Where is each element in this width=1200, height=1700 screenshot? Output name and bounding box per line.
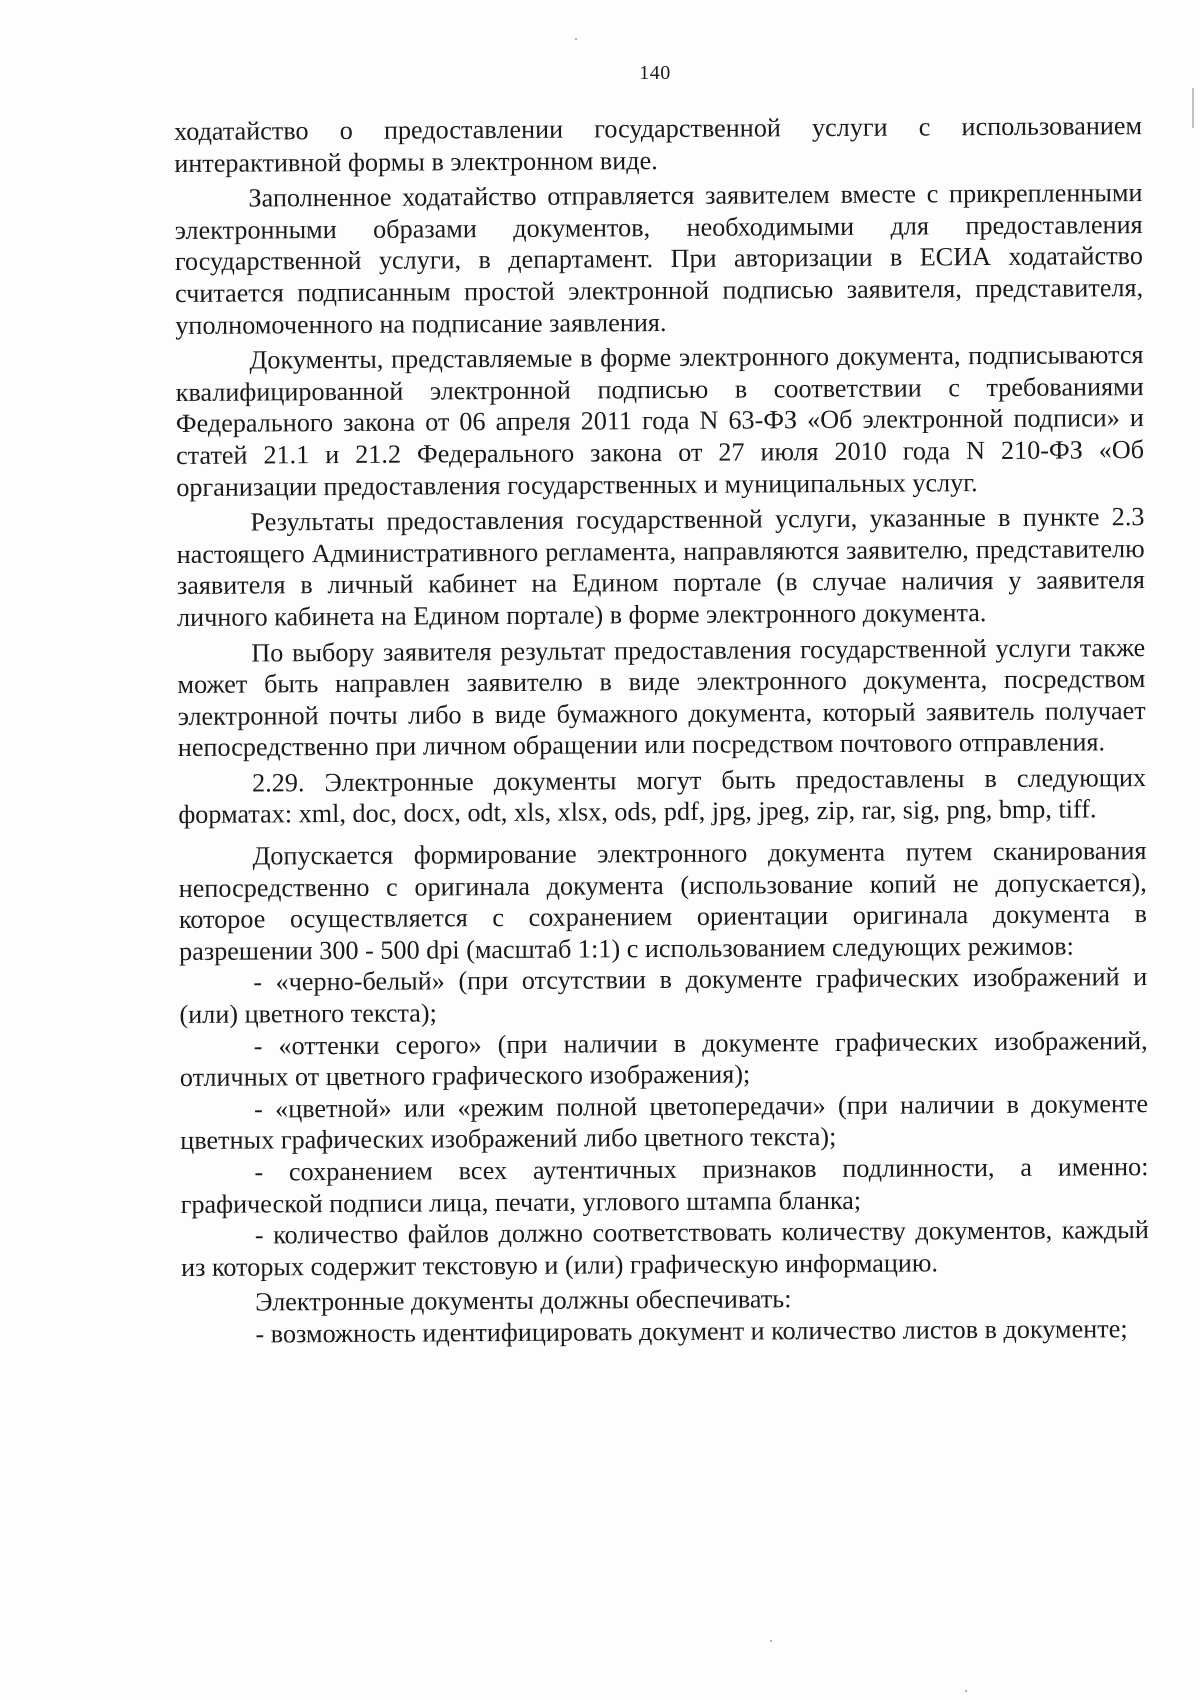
list-item: - количество файлов должно соответствовать количеству документов, каждый из которых содержит текстовую и (или) графическую информацию. <box>180 1215 1149 1282</box>
paragraph: Заполненное ходатайство отправляется заявителем вместе с прикрепленными электронными образами документов, необходимыми для предоставления государственной услуги, в департамент. При авторизации в ЕСИА ходатайство считается подписанным простой электронной подписью заявителя, представителя, уполномоченного на подписание заявления. <box>174 178 1144 340</box>
list-item: - возможность идентифицировать документ и количество листов в документе; <box>255 1314 1128 1349</box>
paragraph: По выбору заявителя результат предоставления государственной услуги также может быть направлен заявителю в виде электронного документа, посредством электронной почты либо в виде бумажного документа, который заявитель получает непосредственно при личном обращении или посредством почтового отправления. <box>177 632 1146 763</box>
list-item: - «оттенки серого» (при наличии в документе графических изображений, отличных от цветного графического изображения); <box>179 1025 1148 1093</box>
paragraph: Электронные документы должны обеспечивать: <box>255 1284 792 1317</box>
list-item: - «цветной» или «режим полной цветопередачи» (при наличии в документе цветных графических изображений либо цветного текста); <box>180 1088 1149 1156</box>
paragraph: Допускается формирование электронного документа путем сканирования непосредственно с оригинала документа (использование копий не допускается), которое осуществляется с сохранением ориентации оригинала документа в разрешении 300 - 500 dpi (масштаб 1:1) с использованием следующих режимов: <box>178 836 1147 966</box>
paragraph: 2.29. Электронные документы могут быть предоставлены в следующих форматах: xml, doc, docx, odt, xls, xlsx, ods, pdf, jpg, jpeg, zip, rar, sig, png, bmp, tiff. <box>178 762 1147 830</box>
list-item: - сохранением всех аутентичных признаков подлинности, а именно: графической подписи лица, печати, углового штампа бланка; <box>180 1152 1149 1219</box>
scan-speck <box>770 1640 772 1642</box>
scan-speck <box>575 38 577 40</box>
list-item: - «черно-белый» (при отсутствии в документе графических изображений и (или) цветного текста); <box>179 962 1148 1030</box>
scan-speck <box>965 1690 967 1692</box>
paragraph: ходатайство о предоставлении государственной услуги с использованием интерактивной формы в электронном виде. <box>174 111 1143 178</box>
document-body <box>174 110 1150 1350</box>
paragraph: Документы, представляемые в форме электронного документа, подписываются квалифицированной электронной подписью в соответствии с требованиями Федерального закона от 06 апреля 2011 года N 63-ФЗ «Об электронной подписи» и статей 21.1 и 21.2 Федерального закона от 27 июля 2010 года N 210-ФЗ «Об организации предоставления государственных и муниципальных услуг. <box>175 340 1145 502</box>
page-number: 140 <box>639 62 671 84</box>
paragraph: Результаты предоставления государственной услуги, указанные в пункте 2.3 настоящего Административного регламента, направляются заявителю, представителю заявителя в личный кабинет на Едином портале (в случае наличия у заявителя личного кабинета на Едином портале) в форме электронного документа. <box>176 502 1145 632</box>
scan-edge-mark <box>1192 88 1194 128</box>
